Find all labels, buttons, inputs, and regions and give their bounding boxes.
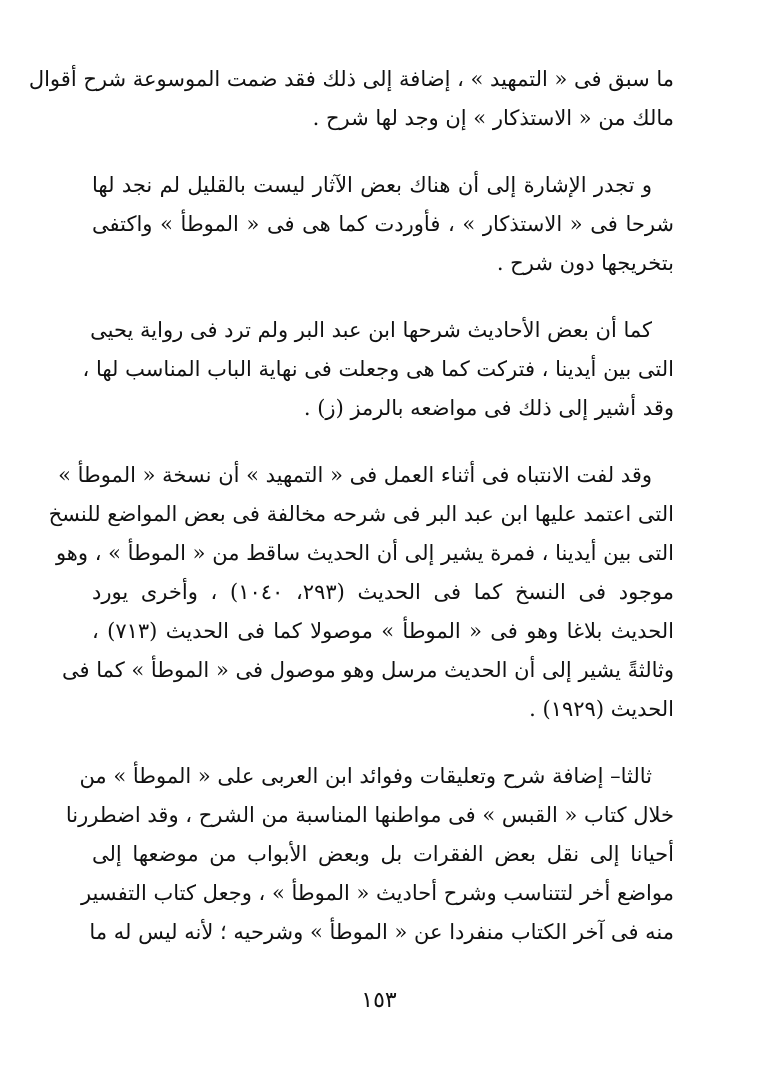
text-line: ثالثا– إضافة شرح وتعليقات وفوائد ابن العربى على « الموطأ » من (79, 764, 652, 788)
text-line: شرحا فى « الاستذكار » ، فأوردت كما هى فى « الموطأ » واكتفى (92, 212, 674, 236)
text-line: كما أن بعض الأحاديث شرحها ابن عبد البر ولم ترد فى رواية يحيى (90, 318, 652, 342)
text-line: منه فى آخر الكتاب منفردا عن « الموطأ » وشرحيه ؛ لأنه ليس له ما (89, 920, 674, 944)
paragraph-1 (28, 60, 674, 138)
paragraph-4 (48, 456, 674, 729)
text-line: خلال كتاب « القبس » فى مواطنها المناسبة من الشرح ، وقد اضطررنا (65, 803, 674, 827)
body-text (28, 60, 674, 980)
text-line: موجود فى النسخ كما فى الحديث (٢٩٣، ١٠٤٠) ، وأخرى يورد (92, 580, 674, 604)
page-number: ١٥٣ (361, 988, 397, 1013)
text-line: وقد أشير إلى ذلك فى مواضعه بالرمز (ز) . (303, 396, 674, 420)
text-line: الحديث بلاغا وهو فى « الموطأ » موصولا كما فى الحديث (٧١٣) ، (92, 619, 674, 643)
paragraph-5 (65, 757, 674, 952)
text-line: التى بين أيدينا ، فمرة يشير إلى أن الحديث ساقط من « الموطأ » ، وهو (55, 541, 674, 565)
text-line: مالك من « الاستذكار » إن وجد لها شرح . (312, 106, 674, 130)
text-line: و تجدر الإشارة إلى أن هناك بعض الآثار ليست بالقليل لم نجد لها (92, 173, 652, 197)
text-line: التى بين أيدينا ، فتركت كما هى وجعلت فى نهاية الباب المناسب لها ، (82, 357, 674, 381)
text-line: الحديث (١٩٢٩) . (529, 697, 674, 721)
text-line: وثالثةً يشير إلى أن الحديث مرسل وهو موصول فى « الموطأ » كما فى (61, 658, 674, 682)
text-line: ما سبق فى « التمهيد » ، إضافة إلى ذلك فقد ضمت الموسوعة شرح أقوال (28, 67, 674, 91)
text-line: مواضع أخر لتتناسب وشرح أحاديث « الموطأ » ، وجعل كتاب التفسير (80, 881, 674, 905)
text-line: أحيانا إلى نقل بعض الفقرات بل وبعض الأبواب من موضعها إلى (92, 842, 674, 866)
text-line: وقد لفت الانتباه فى أثناء العمل فى « التمهيد » أن نسخة « الموطأ » (58, 463, 652, 487)
paragraph-3 (82, 311, 674, 428)
text-line: التى اعتمد عليها ابن عبد البر فى شرحه مخالفة فى بعض المواضع للنسخ (48, 502, 674, 526)
text-line: بتخريجها دون شرح . (496, 251, 674, 275)
paragraph-2 (92, 166, 674, 283)
